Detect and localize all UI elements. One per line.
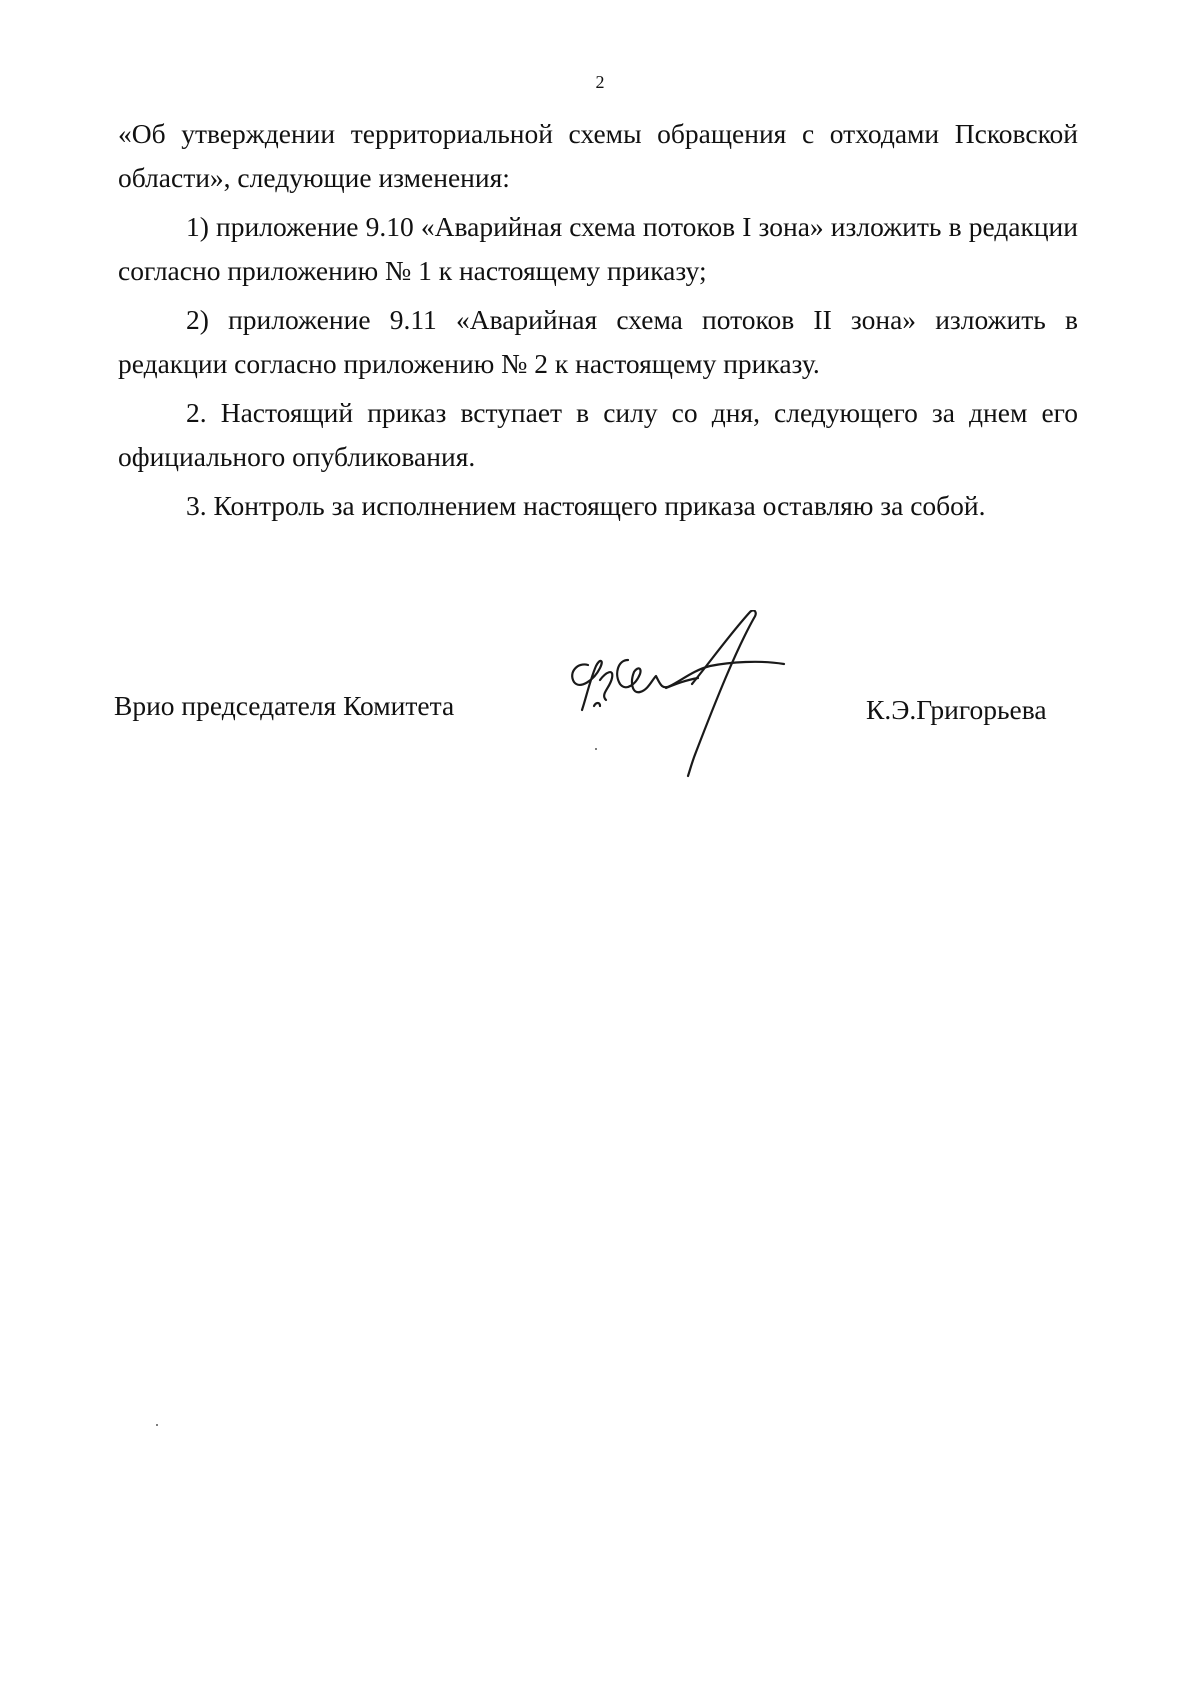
paragraph-item-1: 1) приложение 9.10 «Аварийная схема потоков I зона» изложить в редакции согласно приложению № 1 к настоящему приказу; [118,211,1078,286]
document-body [118,112,1078,528]
handwritten-signature [560,610,850,780]
paragraph-effective-date: 2. Настоящий приказ вступает в силу со дня, следующего за днем его официального опубликования. [118,397,1078,472]
signatory-title: Врио председателя Комитета [114,690,455,721]
scan-speck [595,748,597,750]
signatory-name: К.Э.Григорьева [866,694,1047,725]
page-number: 2 [595,72,605,92]
paragraph-item-2: 2) приложение 9.11 «Аварийная схема потоков II зона» изложить в редакции согласно приложению № 2 к настоящему приказу. [118,304,1078,379]
scan-speck [156,1424,158,1426]
paragraph-intro: «Об утверждении территориальной схемы обращения с отходами Псковской области», следующие изменения: [118,118,1078,193]
paragraph-control: 3. Контроль за исполнением настоящего приказа оставляю за собой. [186,490,986,521]
